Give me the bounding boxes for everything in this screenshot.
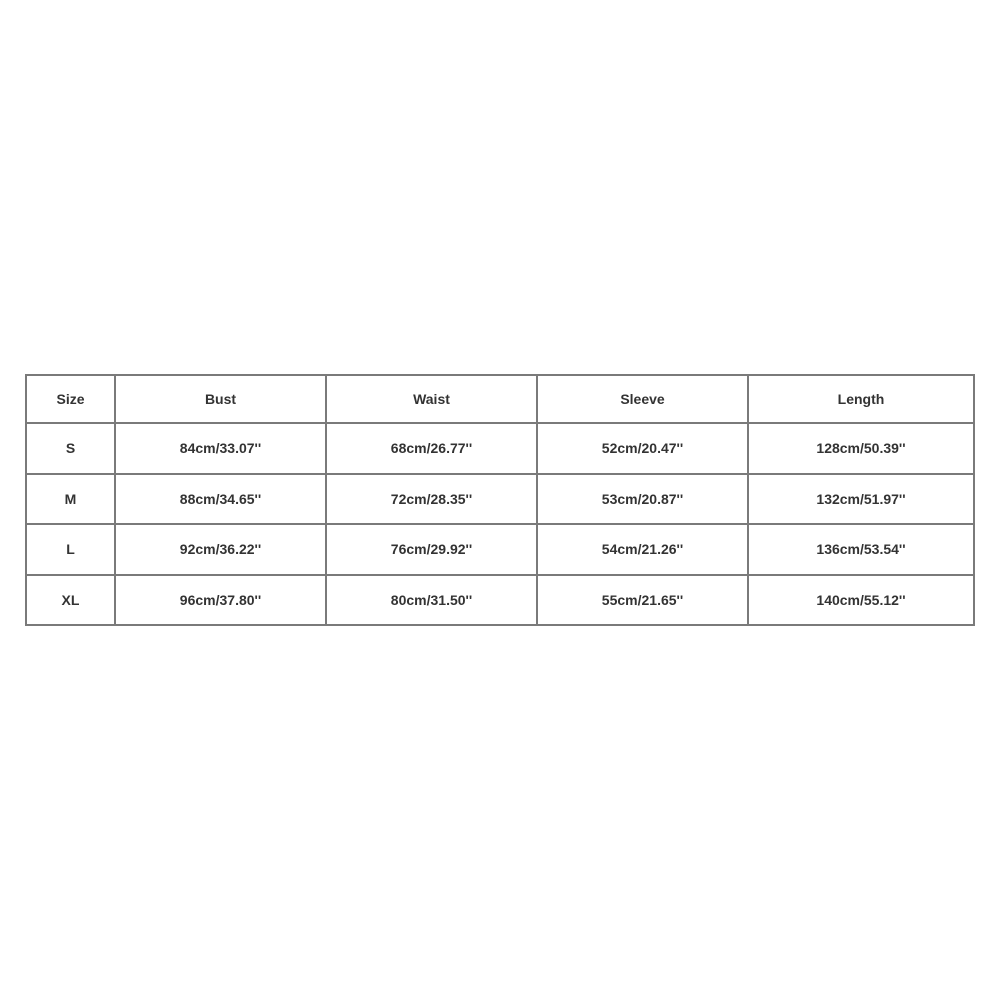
table-row [27,475,975,526]
table-row [27,525,975,576]
size-cell: M [27,475,116,526]
sleeve-cell: 54cm/21.26'' [538,525,749,576]
size-cell: L [27,525,116,576]
length-cell: 140cm/55.12'' [749,576,975,627]
waist-cell: 72cm/28.35'' [327,475,538,526]
waist-cell: 80cm/31.50'' [327,576,538,627]
header-row [27,376,975,424]
waist-cell: 76cm/29.92'' [327,525,538,576]
bust-cell: 96cm/37.80'' [116,576,327,627]
length-cell: 128cm/50.39'' [749,424,975,475]
sleeve-cell: 55cm/21.65'' [538,576,749,627]
sleeve-cell: 53cm/20.87'' [538,475,749,526]
size-cell: S [27,424,116,475]
bust-cell: 92cm/36.22'' [116,525,327,576]
size-chart-table [25,374,975,626]
header-waist: Waist [327,376,538,424]
length-cell: 132cm/51.97'' [749,475,975,526]
length-cell: 136cm/53.54'' [749,525,975,576]
bust-cell: 84cm/33.07'' [116,424,327,475]
header-length: Length [749,376,975,424]
sleeve-cell: 52cm/20.47'' [538,424,749,475]
table-row [27,576,975,627]
header-bust: Bust [116,376,327,424]
size-cell: XL [27,576,116,627]
table-row [27,424,975,475]
waist-cell: 68cm/26.77'' [327,424,538,475]
header-sleeve: Sleeve [538,376,749,424]
header-size: Size [27,376,116,424]
bust-cell: 88cm/34.65'' [116,475,327,526]
